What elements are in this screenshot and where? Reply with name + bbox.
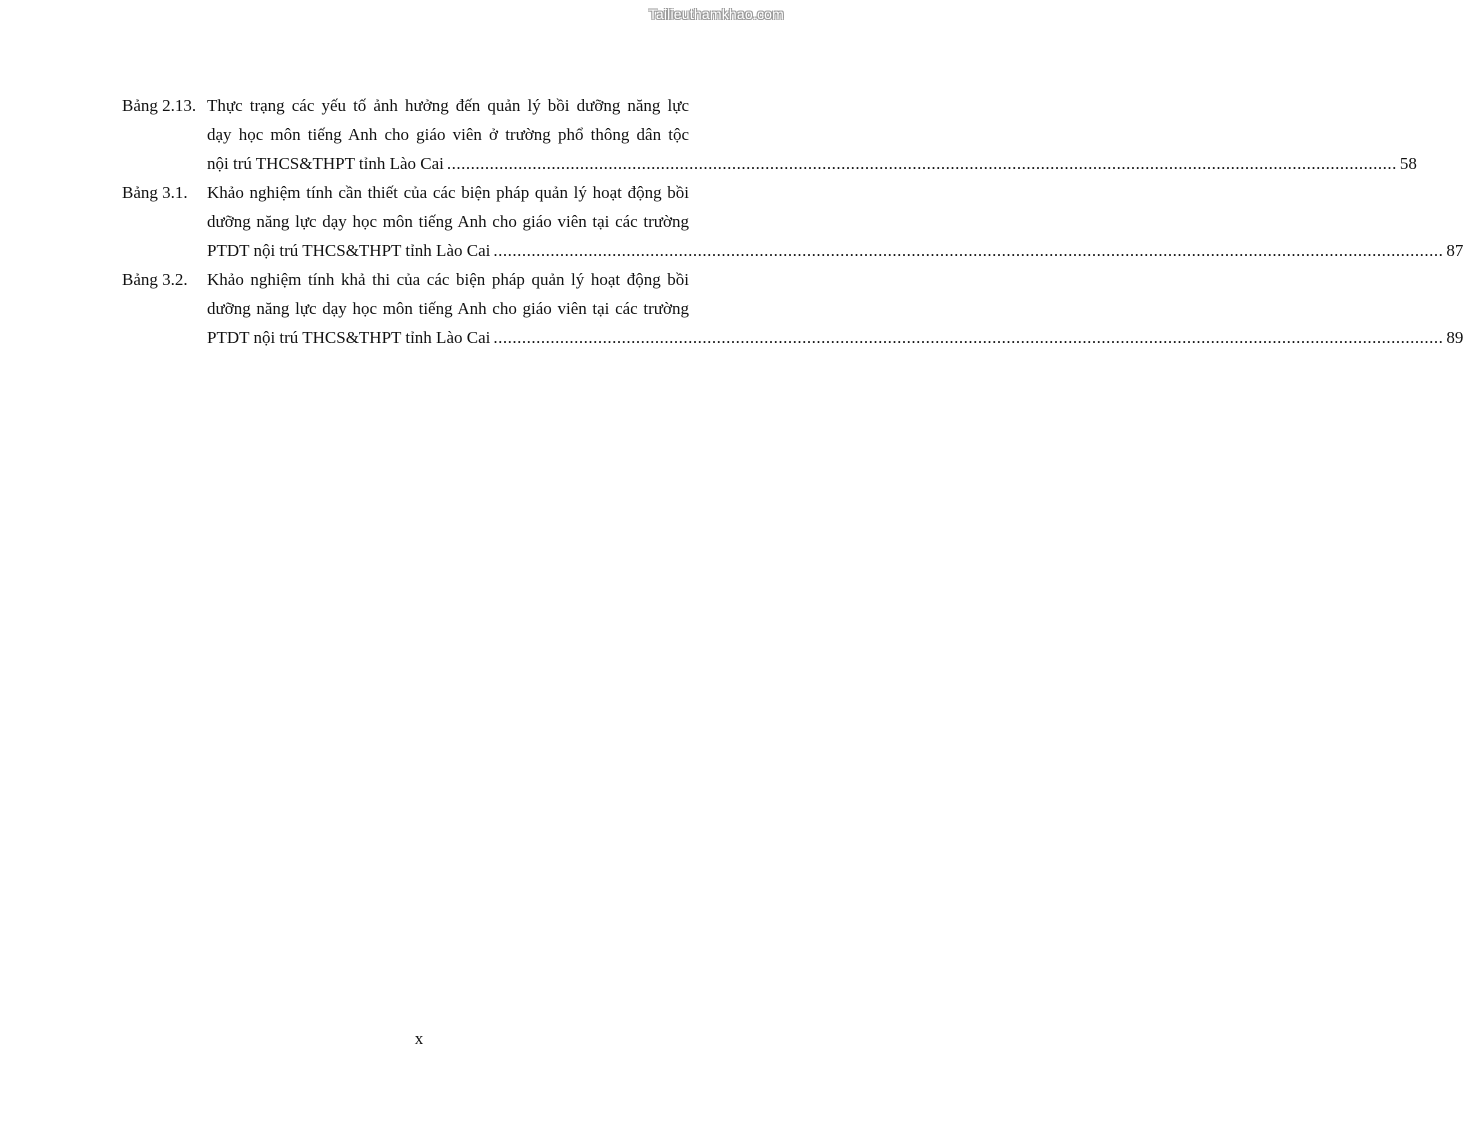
entry-line: dưỡng năng lực dạy học môn tiếng Anh cho giáo viên tại các trường [207,212,689,231]
entry-last-line [207,149,1417,178]
entry-page-number: 87 [1446,241,1463,260]
entry-line: Khảo nghiệm tính khả thi của các biện pháp quản lý hoạt động bồi [207,270,689,289]
toc-entry-3-1[interactable] [122,178,1463,265]
entry-line: Thực trạng các yếu tố ảnh hưởng đến quản lý bồi dưỡng năng lực [207,96,689,115]
entry-page-number: 89 [1446,328,1463,347]
entry-line: PTDT nội trú THCS&THPT tỉnh Lào Cai [207,241,491,260]
entry-body [207,178,1463,265]
entry-body [207,91,1417,178]
toc-entry-3-2[interactable] [122,265,1463,352]
entry-page-number: 58 [1399,154,1417,173]
entry-line: dạy học môn tiếng Anh cho giáo viên ở trường phổ thông dân tộc [207,125,689,144]
watermark: Tailieuthamkhao.com [648,6,784,22]
entry-line: PTDT nội trú THCS&THPT tỉnh Lào Cai [207,328,491,347]
entry-body [207,265,1463,352]
toc-entry-2-13[interactable] [122,91,1417,178]
dot-leader: ........................................................................................................................................................................................................ [493,241,1444,260]
entry-line: nội trú THCS&THPT tỉnh Lào Cai [207,154,444,173]
entry-label: Bảng 2.13. [122,96,197,115]
entry-label: Bảng 3.2. [122,270,188,289]
entry-last-line [207,323,1463,352]
table-list [122,91,1463,352]
entry-last-line [207,236,1463,265]
entry-line: Khảo nghiệm tính cần thiết của các biện pháp quản lý hoạt động bồi [207,183,689,202]
dot-leader: ........................................................................................................................................................................................................ [446,154,1397,173]
entry-label: Bảng 3.1. [122,183,188,202]
entry-line: dưỡng năng lực dạy học môn tiếng Anh cho giáo viên tại các trường [207,299,689,318]
dot-leader: ........................................................................................................................................................................................................ [493,328,1444,347]
page-number: x [414,1029,424,1048]
